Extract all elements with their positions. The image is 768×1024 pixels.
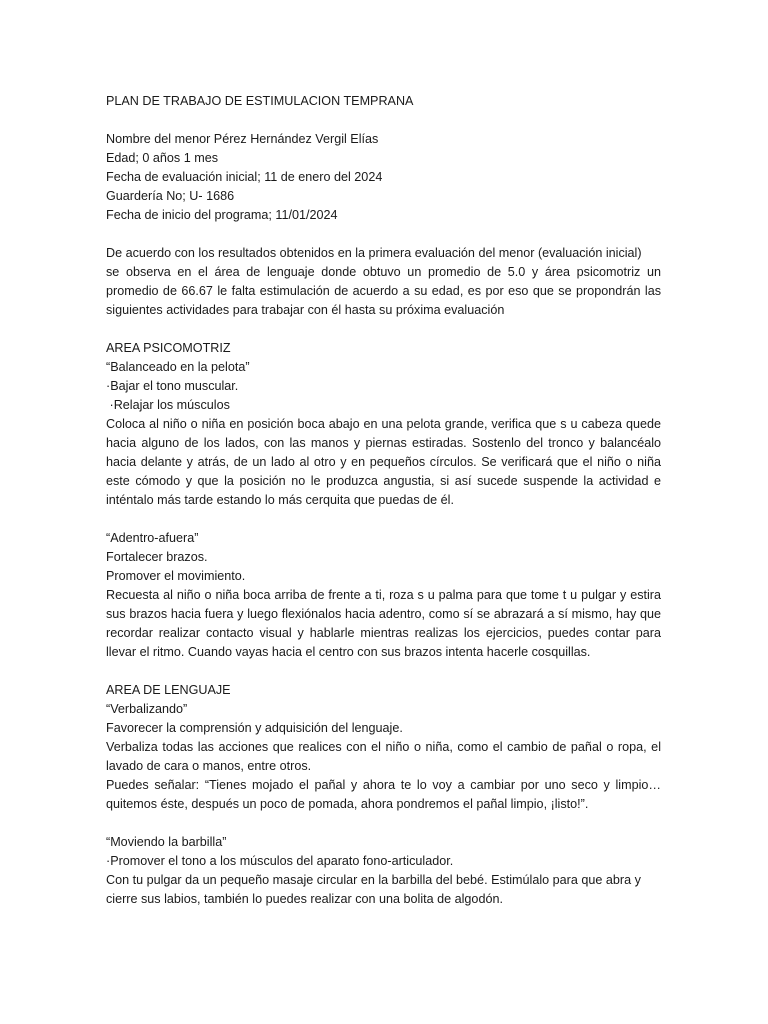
spacer — [106, 814, 661, 833]
activity-description-line: Con tu pulgar da un pequeño masaje circular en la barbilla del bebé. Estimúlalo para que abra y — [106, 873, 641, 887]
activity-title: “Adentro-afuera” — [106, 531, 199, 545]
activity-goal: ·Promover el tono a los músculos del aparato fono-articulador. — [106, 854, 454, 868]
activity-goal: ·Bajar el tono muscular. — [106, 379, 239, 393]
spacer — [106, 510, 661, 529]
activity-goal: Favorecer la comprensión y adquisición del lenguaje. — [106, 721, 403, 735]
activity-title: “Verbalizando” — [106, 702, 188, 716]
intro-paragraph — [106, 244, 661, 320]
activity-title: “Moviendo la barbilla” — [106, 835, 227, 849]
activity-goal: Promover el movimiento. — [106, 569, 246, 583]
spacer — [106, 111, 661, 130]
activity-example: Puedes señalar: “Tienes mojado el pañal y ahora te lo voy a cambiar por uno seco y limpio… quitemos éste, después un poco de pomada, ahora pondremos el pañal limpio, ¡listo!”. — [106, 778, 661, 811]
document-page — [106, 92, 661, 909]
section-heading: AREA DE LENGUAJE — [106, 683, 231, 697]
spacer — [106, 662, 661, 681]
activity-description-line: cierre sus labios, también lo puedes realizar con una bolita de algodón. — [106, 892, 503, 906]
activity-goal: Fortalecer brazos. — [106, 550, 208, 564]
document-title: PLAN DE TRABAJO DE ESTIMULACION TEMPRANA — [106, 94, 414, 108]
section-lenguaje — [106, 681, 661, 909]
program-start-date: Fecha de inicio del programa; 11/01/2024 — [106, 208, 338, 222]
activity-title: “Balanceado en la pelota” — [106, 360, 250, 374]
daycare-number: Guardería No; U- 1686 — [106, 189, 235, 203]
activity-description: Verbaliza todas las acciones que realices con el niño o niña, como el cambio de pañal o ropa, el lavado de cara o manos, entre otros. — [106, 740, 661, 773]
child-info-block — [106, 130, 661, 225]
section-psicomotriz — [106, 339, 661, 662]
spacer — [106, 225, 661, 244]
evaluation-date: Fecha de evaluación inicial; 11 de enero del 2024 — [106, 170, 383, 184]
intro-first-line: De acuerdo con los resultados obtenidos en la primera evaluación del menor (evaluación inicial) — [106, 246, 642, 260]
child-name: Nombre del menor Pérez Hernández Vergil Elías — [106, 132, 379, 146]
intro-text: se observa en el área de lenguaje donde obtuvo un promedio de 5.0 y área psicomotriz un promedio de 66.67 le falta estimulación de acuerdo a su edad, es por eso que se propondrán las siguientes actividades para trabajar con él hasta su próxima evaluación — [106, 265, 661, 317]
activity-description: Coloca al niño o niña en posición boca abajo en una pelota grande, verifica que s u cabeza quede hacia alguno de los lados, con las manos y piernas estiradas. Sostenlo del tronco y balancéalo hacia delante y atrás, de un lado al otro y en pequeños círculos. Se verificará que el niño o niña este cómodo y que la posición no le produzca angustia, si así sucede suspende la actividad e inténtalo más tarde estando lo más cerquita que puedas de él. — [106, 417, 661, 507]
section-heading: AREA PSICOMOTRIZ — [106, 341, 231, 355]
activity-goal: ·Relajar los músculos — [106, 398, 230, 412]
spacer — [106, 320, 661, 339]
child-age: Edad; 0 años 1 mes — [106, 151, 219, 165]
activity-description: Recuesta al niño o niña boca arriba de frente a ti, roza s u palma para que tome t u pulgar y estira sus brazos hacia fuera y luego flexiónalos hacia adentro, como sí se abrazará a sí mismo, hay que recordar realizar contacto visual y hablarle mientras realizas los ejercicios, puedes contar para llevar el ritmo. Cuando vayas hacia el centro con sus brazos intenta hacerle cosquillas. — [106, 588, 661, 659]
